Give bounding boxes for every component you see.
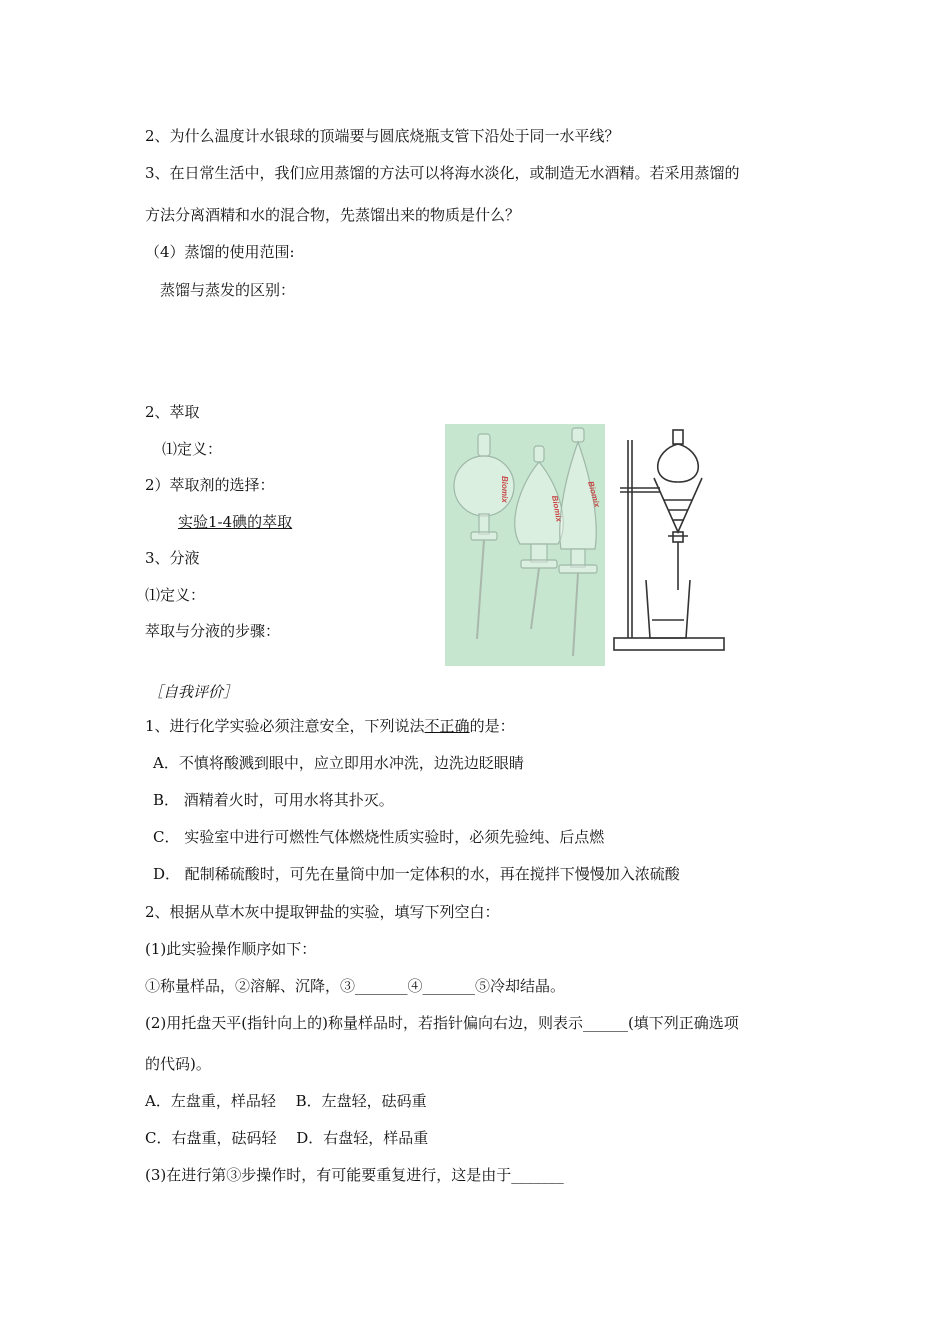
separatory-funnels-photo xyxy=(445,424,605,666)
distillation-scope: （4）蒸馏的使用范围: xyxy=(145,243,295,261)
eval-q1-option-d: D． 配制稀硫酸时，可先在量筒中加一定体积的水，再在搅拌下慢慢加入浓硫酸 xyxy=(153,865,680,883)
eval-q2-part2-line1: (2)用托盘天平(指针向上的)称量样品时，若指针偏向右边，则表示______(填下列正确选项 xyxy=(145,1014,739,1032)
eval-q2-part2-line2: 的代码)。 xyxy=(145,1055,211,1073)
brand-label-2: Biomix xyxy=(550,494,564,523)
extraction-heading: 2、萃取 xyxy=(145,403,200,421)
eval-question-2: 2、根据从草木灰中提取钾盐的实验，填写下列空白： xyxy=(145,903,500,921)
extractant-choice: 2）萃取剂的选择： xyxy=(145,476,275,494)
distillation-vs-evaporation: 蒸馏与蒸发的区别： xyxy=(160,281,296,299)
question-3-line2: 方法分离酒精和水的混合物，先蒸馏出来的物质是什么？ xyxy=(145,206,521,224)
brand-label-3: Biomix xyxy=(586,480,602,509)
brand-label-1: Biomix xyxy=(500,476,509,503)
eval-q2-options-cd: C．右盘重，砝码轻 D．右盘轻，样品重 xyxy=(145,1129,429,1147)
eval-q1-option-b: B． 酒精着火时，可用水将其扑灭。 xyxy=(153,791,394,809)
self-evaluation-heading: ［自我评价］ xyxy=(148,683,239,701)
experiment-title: 实验1-4碘的萃取 xyxy=(178,513,293,531)
eval-q2-part1-steps: ①称量样品，②溶解、沉降，③_______④_______⑤冷却结晶。 xyxy=(145,977,566,995)
eval-q1-option-c: C． 实验室中进行可燃性气体燃烧性质实验时，必须先验纯、后点燃 xyxy=(153,828,605,846)
eval-q2-part3: (3)在进行第③步操作时，有可能要重复进行，这是由于_______ xyxy=(145,1166,564,1184)
eval-q2-part1: (1)此实验操作顺序如下： xyxy=(145,940,317,958)
extraction-steps: 萃取与分液的步骤： xyxy=(145,622,281,640)
eval-q1-option-a: A．不慎将酸溅到眼中，应立即用水冲洗，边洗边眨眼睛 xyxy=(153,754,524,772)
extraction-definition: ⑴定义： xyxy=(162,440,223,458)
eval-question-1 xyxy=(145,716,515,736)
eval-q1-stem-b: 的是： xyxy=(469,717,515,735)
separation-heading: 3、分液 xyxy=(145,549,200,567)
question-2-thermometer: 2、为什么温度计水银球的顶端要与圆底烧瓶支管下沿处于同一水平线？ xyxy=(145,127,620,145)
eval-q2-options-ab: A．左盘重，样品轻 B．左盘轻，砝码重 xyxy=(145,1092,427,1110)
eval-q1-stem-underlined: 不正确 xyxy=(424,717,470,735)
separation-definition: ⑴定义： xyxy=(145,586,206,604)
question-3-line1: 3、在日常生活中，我们应用蒸馏的方法可以将海水淡化，或制造无水酒精。若采用蒸馏的 xyxy=(145,164,740,182)
eval-q1-stem-a: 1、进行化学实验必须注意安全，下列说法 xyxy=(145,717,425,735)
separatory-funnel-apparatus-drawing xyxy=(610,420,730,660)
